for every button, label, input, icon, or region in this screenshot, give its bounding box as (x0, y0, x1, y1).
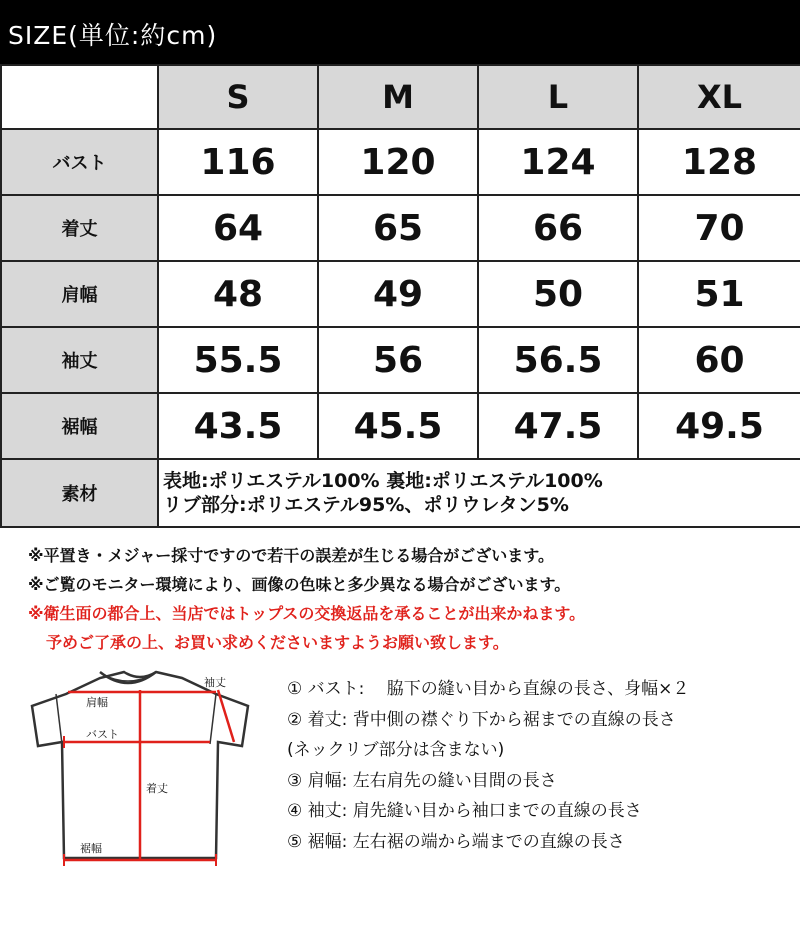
table-row-sleeve (1, 327, 800, 393)
table-cell: 56.5 (478, 327, 638, 393)
measurement-legend (287, 674, 689, 857)
table-row-shoulder (1, 261, 800, 327)
length-label: 着丈 (146, 782, 168, 795)
table-cell: 47.5 (478, 393, 638, 459)
row-label: バスト (1, 129, 158, 195)
material-line-2: リブ部分:ポリエステル95%、ポリウレタン5% (163, 494, 569, 516)
size-header-xl: XL (638, 65, 800, 129)
table-row-bust (1, 129, 800, 195)
legend-item-length: ② 着丈: 背中側の襟ぐり下から裾までの直線の長さ (287, 709, 676, 730)
table-cell: 49 (318, 261, 478, 327)
shoulder-label: 肩幅 (86, 696, 108, 709)
table-cell: 43.5 (158, 393, 318, 459)
table-cell: 66 (478, 195, 638, 261)
sleeve-label: 袖丈 (204, 676, 226, 689)
table-cell: 124 (478, 129, 638, 195)
table-cell: 50 (478, 261, 638, 327)
table-cell: 56 (318, 327, 478, 393)
table-cell: 51 (638, 261, 800, 327)
legend-item-bust: ① バスト: 脇下の縫い目から直線の長さ、身幅×２ (287, 679, 690, 699)
notes (28, 541, 585, 657)
table-cell: 65 (318, 195, 478, 261)
table-cell: 55.5 (158, 327, 318, 393)
table-cell: 48 (158, 261, 318, 327)
table-cell: 45.5 (318, 393, 478, 459)
table-cell: 64 (158, 195, 318, 261)
size-header-m: M (318, 65, 478, 129)
table-corner (1, 65, 158, 129)
note-measurement: ※平置き・メジャー採寸ですので若干の誤差が生じる場合がございます。 (28, 546, 554, 565)
row-label: 裾幅 (1, 393, 158, 459)
legend-item-sleeve: ④ 袖丈: 肩先縫い目から袖口までの直線の長さ (287, 801, 642, 821)
page-title: SIZE(単位:約cm) (8, 21, 218, 50)
material-cell (158, 459, 800, 527)
bust-label: バスト (86, 728, 119, 741)
table-cell: 49.5 (638, 393, 800, 459)
row-label: 袖丈 (1, 327, 158, 393)
table-cell: 128 (638, 129, 800, 195)
title-bar (0, 0, 800, 64)
table-cell: 70 (638, 195, 800, 261)
table-cell: 60 (638, 327, 800, 393)
table-row-hem (1, 393, 800, 459)
legend-item-shoulder: ③ 肩幅: 左右肩先の縫い目間の長さ (287, 770, 557, 791)
table-cell: 120 (318, 129, 478, 195)
tshirt-diagram (30, 658, 250, 868)
legend-item-length-note: (ネックリブ部分は含まない) (287, 740, 505, 760)
size-header-l: L (478, 65, 638, 129)
size-header-row (1, 65, 800, 129)
row-label: 着丈 (1, 195, 158, 261)
note-thanks: 予めご了承の上、お買い求めくださいますようお願い致します。 (46, 633, 509, 652)
material-line-1: 表地:ポリエステル100% 裏地:ポリエステル100% (163, 470, 603, 492)
hem-label: 裾幅 (80, 842, 102, 855)
note-no-returns: ※衛生面の都合上、当店ではトップスの交換返品を承ることが出来かねます。 (28, 604, 586, 623)
sleeve-seam-right (210, 694, 216, 744)
table-row-material (1, 459, 800, 527)
size-header-s: S (158, 65, 318, 129)
row-label: 素材 (1, 459, 158, 527)
legend-item-hem: ⑤ 裾幅: 左右裾の端から端までの直線の長さ (287, 831, 625, 852)
table-cell: 116 (158, 129, 318, 195)
row-label: 肩幅 (1, 261, 158, 327)
size-table (0, 64, 800, 528)
sleeve-seam-left (56, 694, 62, 744)
table-row-length (1, 195, 800, 261)
note-monitor: ※ご覧のモニター環境により、画像の色味と多少異なる場合がございます。 (28, 575, 571, 594)
